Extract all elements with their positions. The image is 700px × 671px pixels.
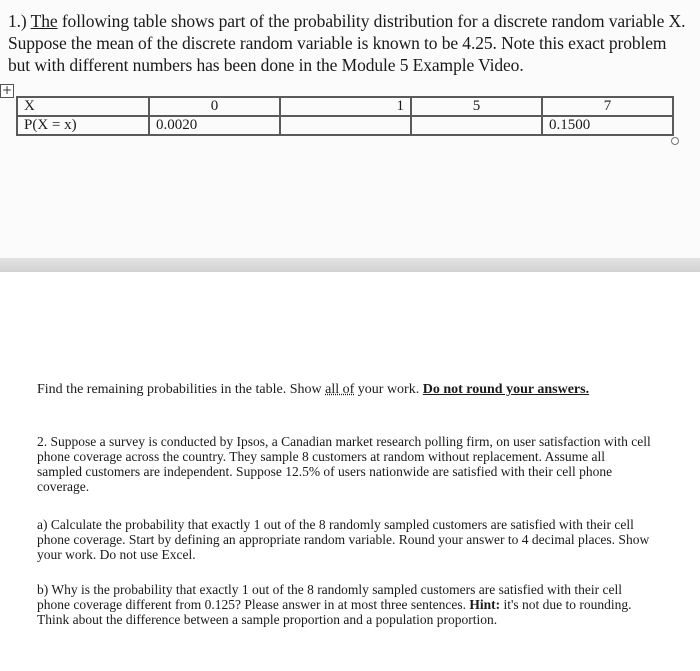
question1-document — [0, 0, 700, 258]
x-value-cell[interactable]: 1 — [280, 97, 411, 116]
probability-cell[interactable] — [280, 116, 411, 135]
instruction-dotted-text: all of — [325, 382, 355, 397]
hint-text: it's not due to rounding. Think about the difference between a sample proportion and a population proportion. — [37, 597, 632, 627]
question2-text: 2. Suppose a survey is conducted by Ipsos, a Canadian market research polling firm, on user satisfaction with cell phone coverage across the country. They sample 8 customers at random without replacement. Assume all sampled customers are independent. Suppose 12.5% of users nationwide are satisfied with their cell phone coverage. — [37, 434, 651, 494]
page-separator — [0, 258, 700, 272]
x-value-cell[interactable]: 7 — [542, 97, 673, 116]
instruction-text-mid: your work. — [354, 382, 423, 397]
x-value-cell[interactable]: 5 — [411, 97, 542, 116]
hint-label: Hint: — [469, 597, 501, 612]
question1-instruction — [37, 382, 652, 398]
question1-intro — [8, 10, 688, 76]
instruction-bold-text: Do not round your answers. — [422, 382, 590, 397]
table-resize-handle-icon[interactable] — [671, 137, 679, 145]
table-row-x — [17, 97, 673, 116]
question1-intro-text: following table shows part of the probability distribution for a discrete random variable X. Suppose the mean of the discrete random variable is known to be 4.25. Note this exact problem but with different numbers has been done in the Module 5 Example Video. — [8, 11, 686, 75]
table-header-x: X — [17, 97, 149, 116]
probability-cell[interactable] — [411, 116, 542, 135]
probability-cell[interactable]: 0.0020 — [149, 116, 280, 135]
table-row-probability — [17, 116, 673, 135]
instruction-text: Find the remaining probabilities in the table. Show — [37, 382, 326, 397]
question1-number: 1.) — [8, 11, 27, 31]
probability-cell[interactable]: 0.1500 — [542, 116, 673, 135]
part-b-text: b) Why is the probability that exactly 1 out of the 8 randomly sampled customers are satisfied with their cell phone coverage different from 0.125? Please answer in at most three sentences. — [37, 582, 622, 612]
question2-part-a: a) Calculate the probability that exactly 1 out of the 8 randomly sampled customers are satisfied with their cell phone coverage. Start by defining an appropriate random variable. Round your answer to 4 decimal places. Show your work. Do not use Excel. — [37, 517, 650, 562]
table-move-handle-icon[interactable]: + — [1, 83, 13, 97]
x-value-cell[interactable]: 0 — [149, 97, 280, 116]
probability-distribution-table — [16, 96, 674, 136]
table-header-probability: P(X = x) — [17, 116, 149, 135]
question2-part-b — [37, 582, 652, 627]
question1-underlined-word: The — [30, 11, 58, 31]
question2-document — [0, 272, 700, 671]
